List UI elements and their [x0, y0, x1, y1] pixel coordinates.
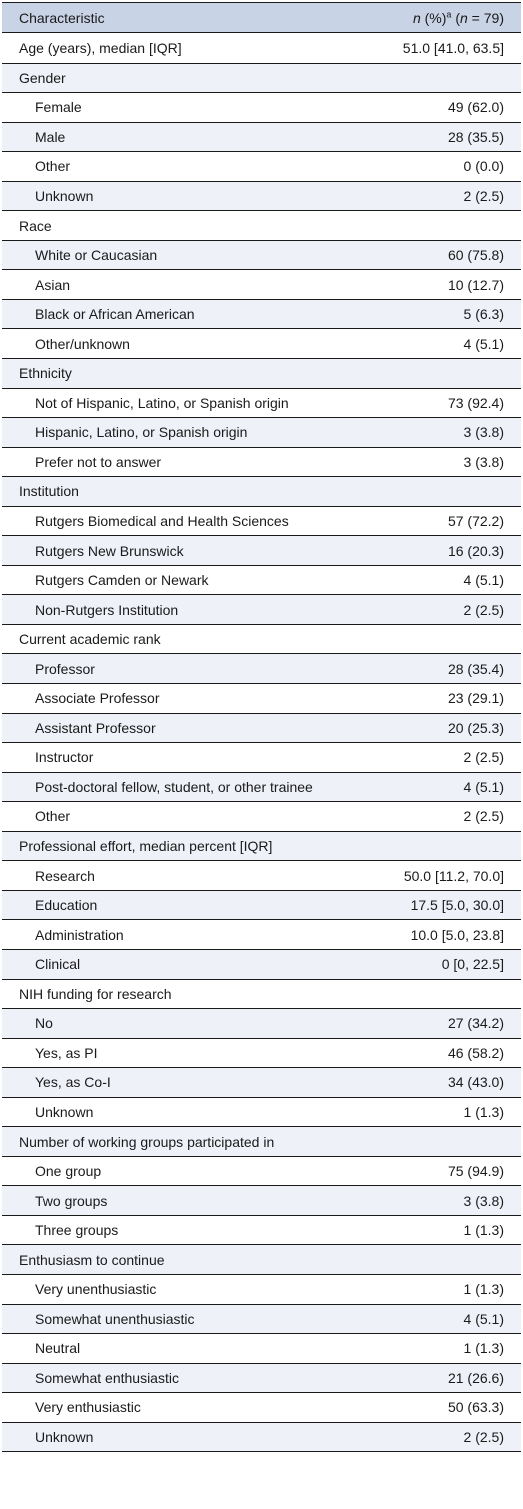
row-label: Professor	[35, 660, 95, 677]
table-row	[2, 1097, 521, 1127]
row-label: Rutgers Biomedical and Health Sciences	[35, 513, 289, 530]
table-header	[2, 2, 521, 33]
row-value: 17.5 [5.0, 30.0]	[410, 897, 504, 914]
row-value: 10 (12.7)	[447, 276, 504, 293]
table-section-row	[2, 210, 521, 240]
row-label: White or Caucasian	[35, 247, 158, 264]
table-row	[2, 565, 521, 595]
row-label: Neutral	[35, 1340, 81, 1357]
row-value: 3 (3.8)	[463, 424, 504, 441]
table-section-row	[2, 358, 521, 388]
row-value: 73 (92.4)	[447, 394, 504, 411]
table-row	[2, 713, 521, 743]
row-value: 4 (5.1)	[463, 778, 504, 795]
table-section-row	[2, 1244, 521, 1274]
row-value: 1 (1.3)	[463, 1103, 504, 1120]
table-row	[2, 328, 521, 358]
row-value: 3 (3.8)	[463, 1192, 504, 1209]
row-value: 50.0 [11.2, 70.0]	[403, 867, 504, 884]
table-section-row	[2, 1126, 521, 1156]
row-label: Somewhat unenthusiastic	[35, 1310, 195, 1327]
row-value: 2 (2.5)	[463, 188, 504, 204]
row-value: 28 (35.5)	[447, 128, 504, 145]
row-label: Institution	[19, 483, 79, 500]
table-row	[2, 417, 521, 447]
header-open: (	[451, 9, 460, 26]
row-label: No	[35, 1015, 53, 1032]
table-section-row	[2, 33, 521, 63]
row-value: 21 (26.6)	[447, 1369, 504, 1386]
table-row	[2, 151, 521, 181]
table-row	[2, 1304, 521, 1334]
row-value: 1 (1.3)	[463, 1222, 504, 1239]
header-total: = 79)	[467, 9, 504, 26]
row-label: Black or African American	[35, 306, 195, 323]
row-label: Hispanic, Latino, or Spanish origin	[35, 424, 248, 441]
row-value: 27 (34.2)	[447, 1015, 504, 1032]
row-label: Very enthusiastic	[35, 1399, 141, 1416]
table-section-row	[2, 63, 521, 93]
row-label: Post-doctoral fellow, student, or other trainee	[35, 778, 313, 795]
row-value: 4 (5.1)	[463, 572, 504, 589]
row-label: Other	[35, 808, 71, 825]
header-value	[413, 10, 521, 26]
table-row	[2, 653, 521, 683]
row-value: 46 (58.2)	[447, 1044, 504, 1061]
row-value: 1 (1.3)	[463, 1281, 504, 1298]
row-value: 34 (43.0)	[447, 1074, 504, 1091]
table-row	[2, 92, 521, 122]
table-row	[2, 1185, 521, 1215]
table-section-row	[2, 831, 521, 861]
row-label: Somewhat enthusiastic	[35, 1369, 179, 1386]
row-label: NIH funding for research	[19, 985, 172, 1002]
row-label: Professional effort, median percent [IQR]	[19, 838, 273, 855]
row-label: Yes, as PI	[35, 1044, 98, 1061]
row-value: 0 (0.0)	[463, 158, 504, 175]
row-label: Administration	[35, 926, 124, 943]
table-row	[2, 1274, 521, 1304]
row-label: Unknown	[35, 1103, 94, 1120]
table-row	[2, 269, 521, 299]
table-row	[2, 240, 521, 270]
row-label: Gender	[19, 69, 66, 86]
row-label: Race	[19, 217, 52, 234]
row-label: Other	[35, 158, 71, 175]
row-value: 2 (2.5)	[463, 808, 504, 825]
row-value: 4 (5.1)	[463, 1310, 504, 1327]
row-label: Assistant Professor	[35, 719, 156, 736]
row-value: 49 (62.0)	[447, 99, 504, 116]
table-row	[2, 122, 521, 152]
row-value: 3 (3.8)	[463, 453, 504, 470]
row-value: 23 (29.1)	[447, 690, 504, 707]
row-label: Enthusiasm to continue	[19, 1251, 165, 1268]
header-footnote-marker: a	[446, 8, 452, 19]
row-label: Two groups	[35, 1192, 108, 1209]
row-value: 4 (5.1)	[463, 335, 504, 352]
row-value: 28 (35.4)	[447, 660, 504, 677]
table-section-row	[2, 624, 521, 654]
table-row	[2, 299, 521, 329]
row-label: Male	[35, 128, 66, 145]
table-row	[2, 594, 521, 624]
row-value: 20 (25.3)	[447, 719, 504, 736]
row-label: Yes, as Co-I	[35, 1074, 111, 1091]
row-value: 1 (1.3)	[463, 1340, 504, 1357]
table-row	[2, 181, 521, 211]
row-label: Asian	[35, 276, 71, 293]
table-row	[2, 1392, 521, 1422]
table-row	[2, 1067, 521, 1097]
row-label: Research	[35, 867, 95, 884]
row-label: Unknown	[35, 1428, 94, 1445]
table-row	[2, 1156, 521, 1186]
row-label: One group	[35, 1163, 102, 1180]
characteristics-table	[2, 2, 521, 1452]
header-characteristic: Characteristic	[19, 9, 105, 26]
row-label: Non-Rutgers Institution	[35, 601, 179, 618]
row-label: Ethnicity	[19, 365, 72, 382]
table-row	[2, 683, 521, 713]
table-section-row	[2, 979, 521, 1009]
row-value: 2 (2.5)	[463, 1428, 504, 1445]
row-value: 60 (75.8)	[447, 247, 504, 264]
table-row	[2, 506, 521, 536]
table-row	[2, 860, 521, 890]
table-row	[2, 772, 521, 802]
row-value: 2 (2.5)	[463, 601, 504, 618]
header-n: n	[412, 9, 421, 26]
row-label: Rutgers Camden or Newark	[35, 572, 209, 589]
row-label: Female	[35, 99, 82, 116]
header-n2: n	[460, 9, 468, 26]
row-label: Other/unknown	[35, 335, 130, 352]
table-row	[2, 949, 521, 979]
row-label: Number of working groups participated in	[19, 1133, 275, 1150]
row-label: Prefer not to answer	[35, 453, 162, 470]
row-label: Unknown	[35, 188, 94, 204]
table-row	[2, 742, 521, 772]
table-row	[2, 1038, 521, 1068]
table-row	[2, 1008, 521, 1038]
row-value: 57 (72.2)	[447, 513, 504, 530]
row-value: 16 (20.3)	[447, 542, 504, 559]
row-value: 5 (6.3)	[463, 306, 504, 323]
table-row	[2, 1422, 521, 1452]
table-row	[2, 535, 521, 565]
row-label: Very unenthusiastic	[35, 1281, 157, 1298]
table-row	[2, 919, 521, 949]
header-pct: (%)	[420, 9, 447, 26]
table-row	[2, 447, 521, 477]
table-row	[2, 388, 521, 418]
table-row	[2, 801, 521, 831]
table-body	[2, 33, 521, 1451]
row-value: 50 (63.3)	[447, 1399, 504, 1416]
row-label: Age (years), median [IQR]	[19, 39, 182, 56]
row-label: Associate Professor	[35, 690, 160, 707]
row-label: Instructor	[35, 749, 94, 766]
table-row	[2, 1333, 521, 1363]
row-value: 0 [0, 22.5]	[441, 956, 504, 973]
table-row	[2, 890, 521, 920]
row-value: 51.0 [41.0, 63.5]	[402, 39, 504, 56]
row-value: 2 (2.5)	[463, 749, 504, 766]
table-section-row	[2, 476, 521, 506]
row-label: Clinical	[35, 956, 81, 973]
table-row	[2, 1363, 521, 1393]
row-value: 75 (94.9)	[447, 1163, 504, 1180]
row-label: Three groups	[35, 1222, 119, 1239]
row-label: Current academic rank	[19, 631, 161, 648]
row-label: Education	[35, 897, 98, 914]
row-label: Rutgers New Brunswick	[35, 542, 184, 559]
table-row	[2, 1215, 521, 1245]
row-label: Not of Hispanic, Latino, or Spanish origin	[35, 394, 289, 411]
row-value: 10.0 [5.0, 23.8]	[410, 926, 504, 943]
